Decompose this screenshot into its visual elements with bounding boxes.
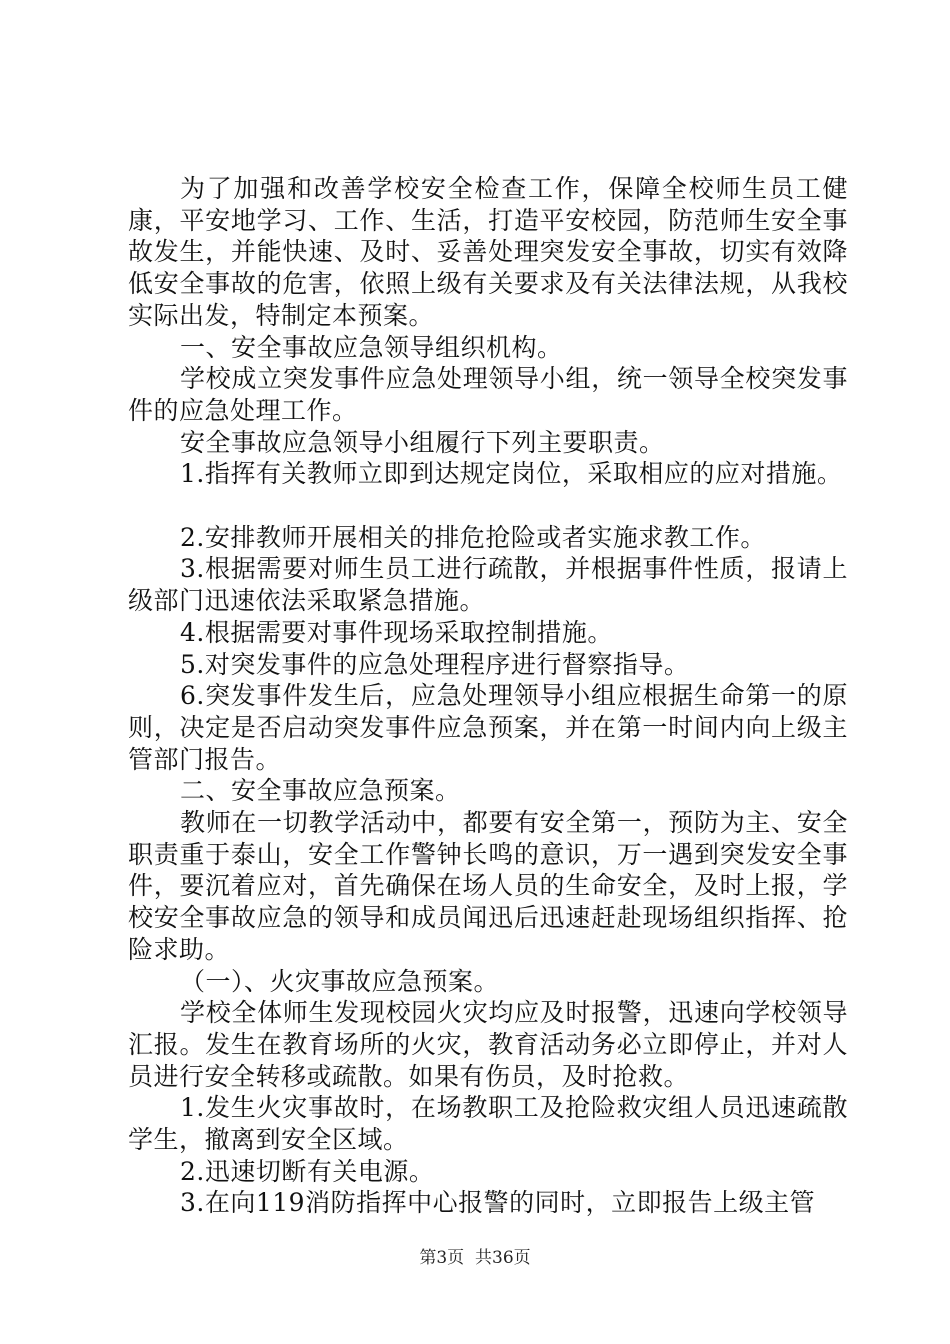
page-footer: [0, 1243, 950, 1268]
subsection-heading-fire: （一）、火灾事故应急预案。: [180, 966, 500, 996]
document-body: [128, 173, 848, 1219]
page-total: 共36页: [475, 1248, 531, 1268]
paragraph-teacher-safety: 教师在一切教学活动中，都要有安全第一，预防为主、安全职责重于泰山，安全工作警钟长鸣的意识，万一遇到突发安全事件，要沉着应对，首先确保在场人员的生命安全，及时上报，学校安全事故应急的领导和成员闻迅后迅速赶赴现场组织指挥、抢险求助。: [128, 808, 848, 964]
section-heading-emergency-plan: 二、安全事故应急预案。: [180, 776, 461, 806]
paragraph-leadership-group: 学校成立突发事件应急处理领导小组，统一领导全校突发事件的应急处理工作。: [128, 364, 848, 425]
paragraph-duties-intro: 安全事故应急领导小组履行下列主要职责。: [180, 427, 665, 457]
duty-item-6: 6.突发事件发生后，应急处理领导小组应根据生命第一的原则，决定是否启动突发事件应急预案，并在第一时间内向上级主管部门报告。: [128, 681, 848, 774]
duty-item-4: 4.根据需要对事件现场采取控制措施。: [180, 617, 613, 647]
intro-paragraph: 为了加强和改善学校安全检查工作，保障全校师生员工健康，平安地学习、工作、生活，打造平安校园，防范师生安全事故发生，并能快速、及时、妥善处理突发安全事故，切实有效降低安全事故的危害，依照上级有关要求及有关法律法规，从我校实际出发，特制定本预案。: [128, 174, 848, 330]
duty-item-1: 1.指挥有关教师立即到达规定岗位，采取相应的应对措施。: [180, 459, 843, 489]
fire-item-1: 1.发生火灾事故时，在场教职工及抢险救灾组人员迅速疏散学生，撤离到安全区域。: [128, 1093, 848, 1155]
duty-item-3: 3.根据需要对师生员工进行疏散，并根据事件性质，报请上级部门迅速依法采取紧急措施。: [128, 554, 848, 616]
duty-item-2: 2.安排教师开展相关的排危抢险或者实施求教工作。: [180, 522, 766, 552]
section-heading-leadership: 一、安全事故应急领导组织机构。: [180, 332, 563, 362]
duty-item-5: 5.对突发事件的应急处理程序进行督察指导。: [180, 649, 690, 679]
fire-item-2: 2.迅速切断有关电源。: [180, 1156, 435, 1186]
paragraph-fire-report: 学校全体师生发现校园火灾均应及时报警，迅速向学校领导汇报。发生在教育场所的火灾，教育活动务必立即停止，并对人员进行安全转移或疏散。如果有伤员，及时抢救。: [128, 998, 848, 1091]
fire-item-3: 3.在向119消防指挥中心报警的同时，立即报告上级主管: [180, 1188, 816, 1218]
page-number: 第3页: [419, 1248, 465, 1268]
